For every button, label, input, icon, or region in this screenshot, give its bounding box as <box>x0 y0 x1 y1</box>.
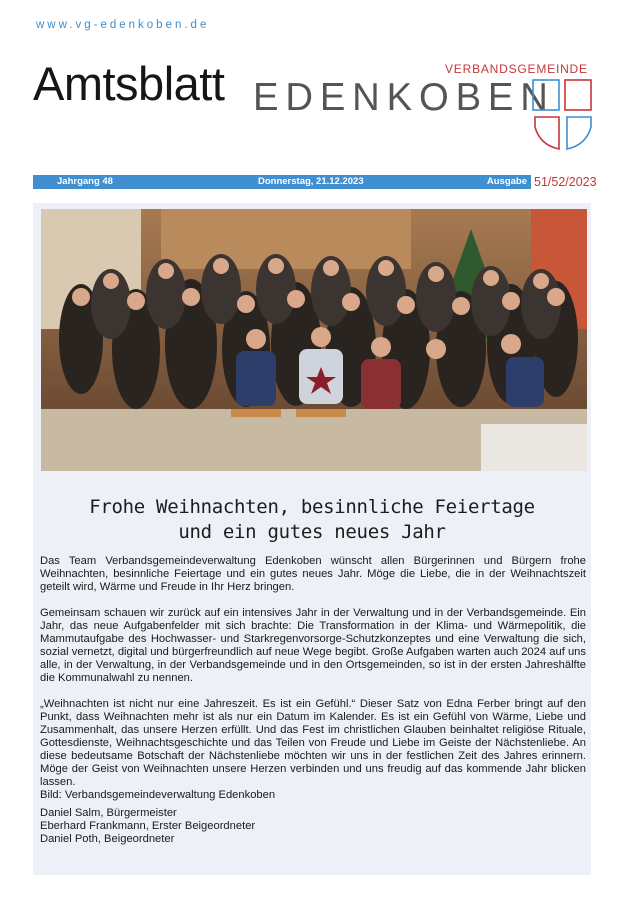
signature-3: Daniel Poth, Beigeordneter <box>40 833 175 845</box>
signature-1: Daniel Salm, Bürgermeister <box>40 807 177 819</box>
issue-volume: Jahrgang 48 <box>57 176 113 187</box>
org-name: EDENKOBEN <box>253 76 555 119</box>
group-photo-image <box>41 209 587 471</box>
headline-line-1: Frohe Weihnachten, besinnliche Feiertage <box>89 496 535 518</box>
headline-line-2: und ein gutes neues Jahr <box>178 521 446 543</box>
issue-number: 51/52/2023 <box>534 175 597 189</box>
article-body <box>40 555 586 846</box>
issue-bar <box>33 175 531 189</box>
photo-credit: Bild: Verbandsgemeindeverwaltung Edenkoben <box>40 789 276 801</box>
article-paragraph-1: Das Team Verbandsgemeindeverwaltung Edenkoben wünscht allen Bürgerinnen und Bürgern frohe Weihnachten, besinnliche Feiertage und ein gutes neues Jahr. Möge die Liebe, die in der Weihnachtszeit geteilt wird, Wärme und Freude in Ihr Herz bringen. <box>40 555 586 593</box>
issue-date: Donnerstag, 21.12.2023 <box>258 176 364 187</box>
article-paragraph-2: Gemeinsam schauen wir zurück auf ein intensives Jahr in der Verwaltung und in der Verbandsgemeinde. Ein Jahr, das neue Aufgabenfelder mit sich brachte: Die Transformation in der Klima- und Wärmepolitik, die Mammutaufgabe des Hochwasser- und Starkregenvorsorge-Schutzkonzeptes und eine Verwaltung die sich, sozial vernetzt, digital und bürgerfreundlich auf neue Wege begibt. Große Aufgaben warten auch 2024 auf uns alle, in der Verwaltung, in der Verbandsgemeinde und in den Ortsgemeinden, so ist in der ersten Jahreshälfte die Kommunalwahl zu nennen. <box>40 607 586 684</box>
coat-of-arms-icon <box>532 79 594 151</box>
masthead-title: Amtsblatt <box>33 57 225 110</box>
website-url: www.vg-edenkoben.de <box>36 19 210 31</box>
group-photo <box>41 209 587 471</box>
signature-2: Eberhard Frankmann, Erster Beigeordneter <box>40 820 256 832</box>
org-subtitle: VERBANDSGEMEINDE <box>445 62 588 76</box>
article-paragraph-3: „Weihnachten ist nicht nur eine Jahreszeit. Es ist ein Gefühl.“ Dieser Satz von Edna Ferber bringt auf den Punkt, dass Weihnachten mehr ist als nur ein Datum im Kalender. Es ist ein Gefühl von Wärme, Liebe und Zusammenhalt, das unsere Herzen erfüllt. Und das Fest im christlichen Glauben beinhaltet religiöse Rituale, Gottesdienste, Weihnachtsgeschichte und das Teilen von Freude und Liebe im Geiste der Nächstenliebe. An diese bedeutsame Botschaft der Nächstenliebe möchten wir uns in der festlichen Zeit des Jahres erinnern. Möge der Geist von Weihnachten unsere Herzen verbinden und uns freudig auf das kommende Jahr blicken lassen. <box>40 698 586 788</box>
issue-label: Ausgabe <box>486 176 527 187</box>
article-headline <box>33 495 591 545</box>
